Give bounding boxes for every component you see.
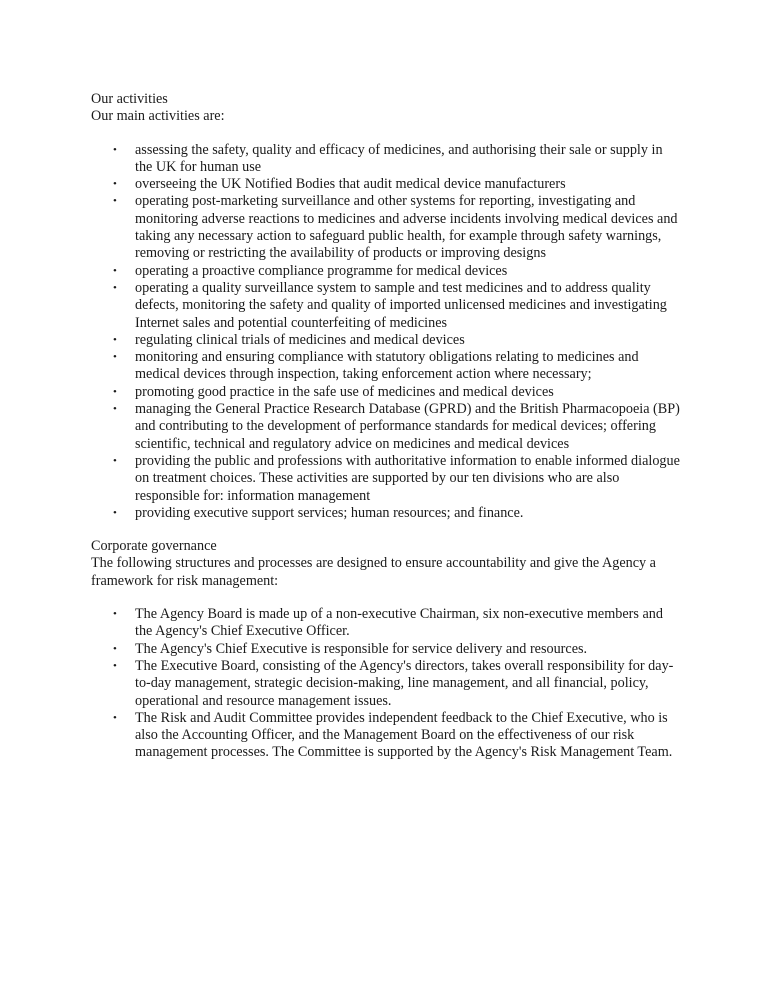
activities-heading: Our activities (91, 91, 168, 107)
list-item (91, 710, 681, 762)
list-item (91, 332, 681, 349)
activities-intro: Our main activities are: (91, 108, 225, 125)
list-item-text: The Agency's Chief Executive is responsible for service delivery and resources. (135, 640, 588, 657)
governance-heading: Corporate governance (91, 538, 217, 555)
bullet-icon: • (113, 403, 117, 416)
list-item (91, 263, 681, 280)
list-item-text: regulating clinical trials of medicines and medical devices (135, 331, 465, 348)
governance-list (91, 606, 681, 762)
bullet-icon: • (113, 454, 117, 467)
list-item-text: managing the General Practice Research Database (GPRD) and the British Pharmacopoeia (BP) and contributing to the development of performance standards for medical devices; offering scientific, technical and regulatory advice on medicines and medical devices (135, 401, 680, 452)
list-item (91, 176, 681, 193)
bullet-icon: • (113, 608, 117, 621)
list-item-text: operating a proactive compliance programme for medical devices (135, 262, 508, 279)
list-item-text: The Agency Board is made up of a non-executive Chairman, six non-executive members and the Agency's Chief Executive Officer. (135, 606, 663, 640)
bullet-icon: • (113, 711, 117, 724)
list-item-text: The Executive Board, consisting of the Agency's directors, takes overall responsibility for day-to-day management, strategic decision-making, line management, and all financial, policy, operational and resource management issues. (135, 657, 674, 709)
bullet-icon: • (113, 143, 117, 156)
list-item (91, 453, 681, 505)
bullet-icon: • (113, 178, 117, 191)
bullet-icon: • (113, 659, 117, 672)
list-item (91, 658, 681, 710)
list-item (91, 280, 681, 332)
list-item (91, 401, 681, 453)
bullet-icon: • (113, 506, 117, 519)
list-item-text: overseeing the UK Notified Bodies that audit medical device manufacturers (135, 176, 566, 193)
list-item (91, 193, 681, 262)
bullet-icon: • (113, 351, 117, 364)
governance-intro: The following structures and processes are designed to ensure accountability and give the Agency a framework for risk management: (91, 555, 656, 589)
list-item-text: operating a quality surveillance system to sample and test medicines and to address quality defects, monitoring the safety and quality of imported unlicensed medicines and investigating Internet sales and potential counterfeiting of medicines (135, 279, 667, 331)
list-item-text: assessing the safety, quality and efficacy of medicines, and authorising their sale or supply in the UK for human use (135, 141, 663, 175)
list-item-text: providing the public and professions with authoritative information to enable informed dialogue on treatment choices. These activities are supported by our ten divisions who are also responsible for: information management (135, 452, 680, 504)
bullet-icon: • (113, 385, 117, 398)
list-item-text: promoting good practice in the safe use of medicines and medical devices (135, 383, 554, 400)
bullet-icon: • (113, 281, 117, 294)
bullet-icon: • (113, 333, 117, 346)
document-content (91, 91, 681, 778)
bullet-icon: • (113, 264, 117, 277)
list-item (91, 505, 681, 522)
list-item (91, 384, 681, 401)
list-item-text: providing executive support services; human resources; and finance. (135, 504, 524, 521)
list-item-text: The Risk and Audit Committee provides independent feedback to the Chief Executive, who is also the Accounting Officer, and the Management Board on the effectiveness of our risk management processes. The Committee is supported by the Agency's Risk Management Team. (135, 709, 673, 761)
activities-list (91, 142, 681, 523)
list-item (91, 349, 681, 384)
bullet-icon: • (113, 195, 117, 208)
list-item (91, 641, 681, 658)
list-item (91, 142, 681, 177)
list-item-text: monitoring and ensuring compliance with statutory obligations relating to medicines and medical devices through inspection, taking enforcement action where necessary; (135, 349, 639, 383)
bullet-icon: • (113, 642, 117, 655)
list-item (91, 606, 681, 641)
list-item-text: operating post-marketing surveillance and other systems for reporting, investigating and monitoring adverse reactions to medicines and adverse incidents involving medical devices and taking any necessary action to safeguard public health, for example through safety warnings, removing or restricting the availability of products or improving designs (135, 193, 678, 262)
